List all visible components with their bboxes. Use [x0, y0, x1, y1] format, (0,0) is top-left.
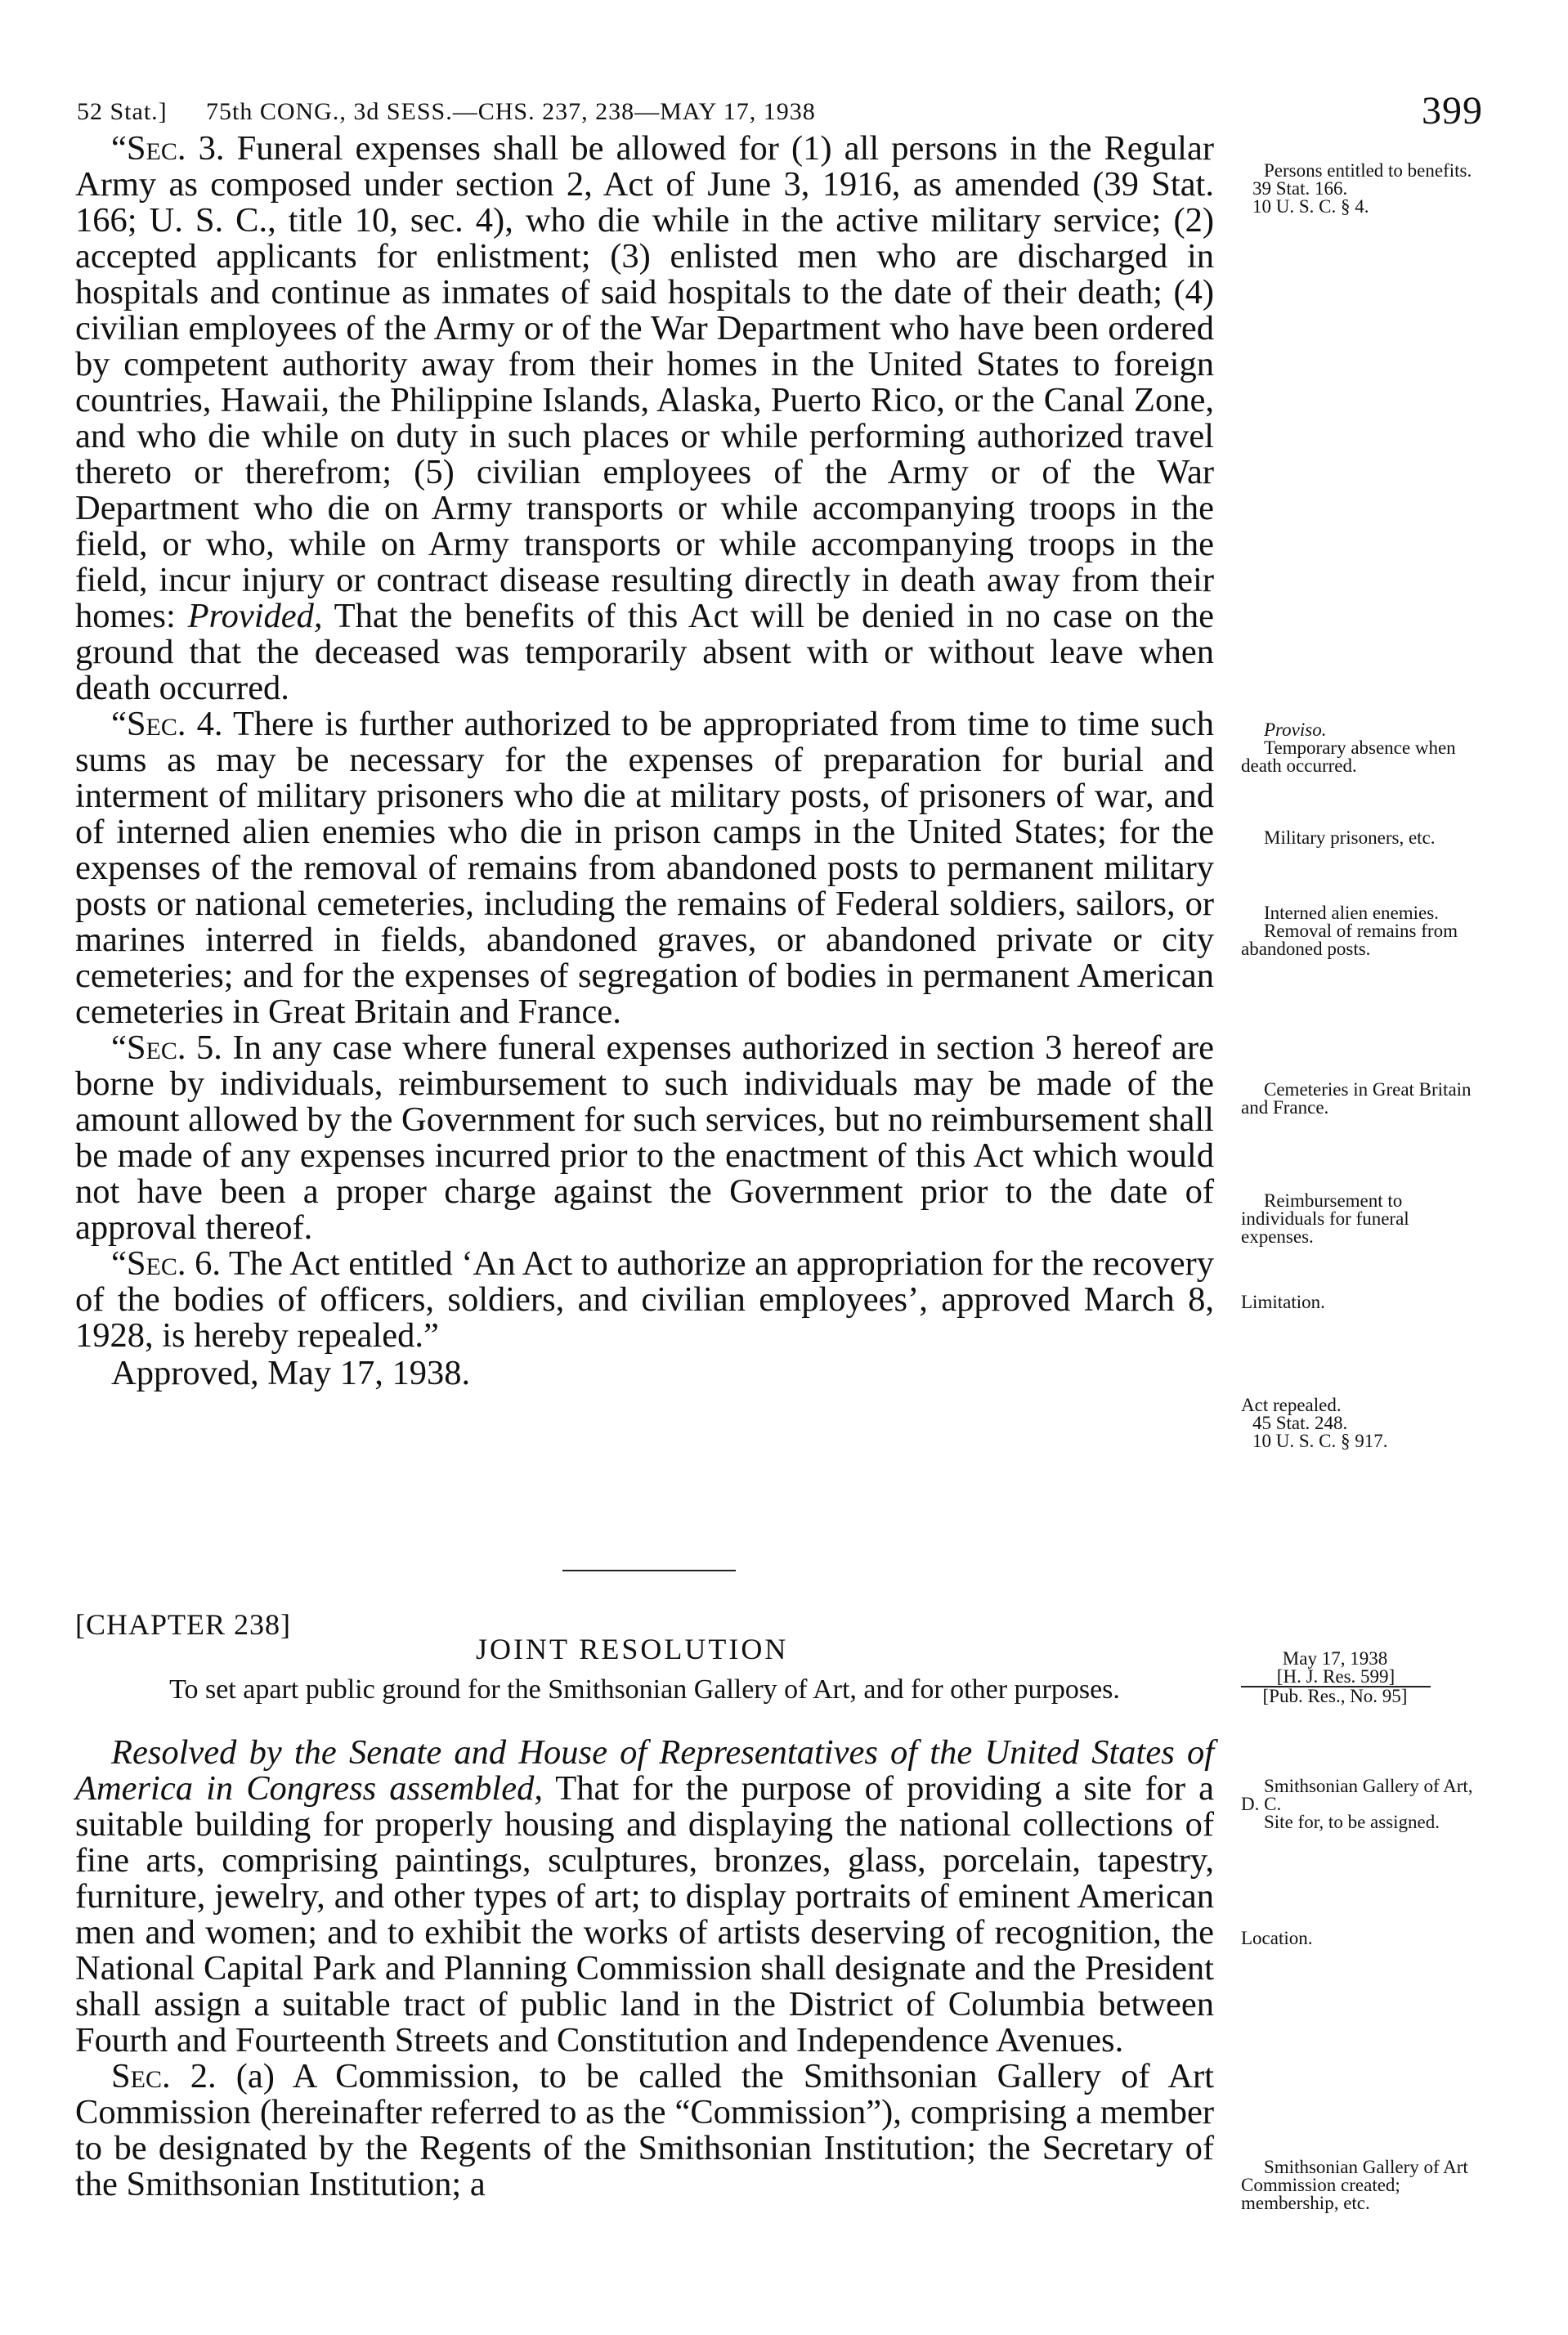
congress-session-line: 75th CONG., 3d SESS.—CHS. 237, 238—MAY 17, 1938	[206, 98, 816, 125]
margin-note-persons-entitled: Persons entitled to benefits. 39 Stat. 166. 10 U. S. C. § 4.	[1252, 160, 1472, 217]
margin-note-commission: Smithsonian Gallery of Art Commission created; membership, etc.	[1241, 2157, 1468, 2213]
margin-note-reimbursement: Reimbursement to individuals for funeral expenses.	[1241, 1190, 1409, 1247]
section-lead: “Sec. 3.	[111, 129, 225, 168]
proviso-word: Provided,	[187, 597, 323, 635]
statute-reference: 52 Stat.]	[77, 98, 168, 125]
section-text: Funeral expenses shall be allowed for (1) all persons in the Regular Army as composed under section 2, Act of June 3, 1916, as amended (39 Stat. 166; U. S. C., title 10, sec. 4), who die while in the active military service; (2) accepted applicants for enlistment; (3) enlisted men who are discharged in hospitals and continue as inmates of said hospitals to the date of their death; (4) civilian employees of the Army or of the War Department who have been ordered by competent authority away from their homes in the United States to foreign countries, Hawaii, the Philippine Islands, Alaska, Puerto Rico, or the Canal Zone, and who die while on duty in such places or while performing authorized travel thereto or therefrom; (5) civilian employees of the Army or of the War Department who die on Army transports or while accompanying troops in the field, or who, while on Army transports or while accompanying troops in the field, incur injury or contract disease resulting directly in death away from their homes:	[75, 129, 1214, 635]
resolution-text-column	[75, 1735, 1214, 2203]
approval-line: Approved, May 17, 1938.	[111, 1354, 471, 1392]
joint-resolution-purpose: To set apart public ground for the Smithsonian Gallery of Art, and for other purposes.	[169, 1674, 1120, 1705]
section-lead: “Sec. 4.	[111, 705, 223, 743]
section-lead: “Sec. 6.	[111, 1244, 221, 1283]
resolution-paragraph	[75, 1735, 1214, 2059]
margin-note-resolution-date: May 17, 1938 [H. J. Res. 599] [Pub. Res., No. 95]	[1241, 1650, 1429, 1705]
section-text: In any case where funeral expenses authorized in section 3 hereof are borne by individuals, reimbursement to such individuals may be made of the amount allowed by the Government for such services, but no reimbursement shall be made of any expenses incurred prior to the enactment of this Act which would not have been a proper charge against the Government prior to the date of approval thereof.	[75, 1029, 1214, 1247]
margin-note-location: Location.	[1241, 1928, 1313, 1948]
page-number: 399	[1422, 89, 1483, 132]
margin-note-interned-alien: Interned alien enemies. Removal of remains from abandoned posts.	[1241, 903, 1458, 959]
sec-2-paragraph	[75, 2059, 1214, 2203]
margin-note-site: Smithsonian Gallery of Art, D. C. Site for, to be assigned.	[1241, 1776, 1473, 1832]
section-4-paragraph	[75, 706, 1214, 1030]
margin-note-limitation: Limitation.	[1241, 1292, 1325, 1312]
section-text: (a) A Commission, to be called the Smithsonian Gallery of Art Commission (hereinafter referred to as the “Commission”), comprising a member to be designated by the Regents of the Smithsonian Institution; the Secretary of the Smithsonian Institution; a	[75, 2057, 1214, 2203]
section-text: The Act entitled ‘An Act to authorize an appropriation for the recovery of the bodies of officers, soldiers, and civilian employees’, approved March 8, 1928, is hereby repealed.”	[75, 1244, 1214, 1355]
section-text-tail: That the benefits of this Act will be denied in no case on the ground that the deceased was temporarily absent with or without leave when death occurred.	[75, 597, 1214, 707]
margin-note-military-prisoners: Military prisoners, etc.	[1264, 827, 1436, 848]
margin-note-proviso: Proviso. Temporary absence when death occurred.	[1241, 719, 1456, 776]
section-3-paragraph	[75, 131, 1214, 706]
chapter-heading: [CHAPTER 238]	[75, 1608, 291, 1641]
resolution-text: That for the purpose of providing a site for a suitable building for properly housing and displaying the national collections of fine arts, comprising paintings, sculptures, bronzes, glass, porcelain, tapestry, furniture, jewelry, and other types of art; to display portraits of eminent American men and women; and to exhibit the works of artists deserving of recognition, the National Capital Park and Planning Commission shall designate and the President shall assign a suitable tract of public land in the District of Columbia between Fourth and Fourteenth Streets and Constitution and Independence Avenues.	[75, 1769, 1214, 2059]
resolving-clause: Resolved by the Senate and House of Representatives of the United States of America in Congress assembled,	[75, 1733, 1214, 1808]
section-5-paragraph	[75, 1030, 1214, 1246]
section-lead: “Sec. 5.	[111, 1029, 222, 1067]
section-text: There is further authorized to be appropriated from time to time such sums as may be necessary for the expenses of preparation for burial and interment of military prisoners who die at military posts, of prisoners of war, and of interned alien enemies who die in prison camps in the United States; for the expenses of the removal of remains from abandoned posts to permanent military posts or national cemeteries, including the remains of Federal soldiers, sailors, or marines interred in fields, abandoned graves, or abandoned private or city cemeteries; and for the expenses of segregation of bodies in permanent American cemeteries in Great Britain and France.	[75, 705, 1214, 1031]
section-divider	[562, 1570, 736, 1571]
joint-resolution-title: JOINT RESOLUTION	[476, 1633, 789, 1665]
margin-note-act-repealed: Act repealed. 45 Stat. 248. 10 U. S. C. § 917.	[1241, 1395, 1388, 1451]
margin-note-cemeteries: Cemeteries in Great Britain and France.	[1241, 1079, 1472, 1118]
main-text-column	[75, 131, 1214, 1392]
section-lead: Sec. 2.	[111, 2057, 217, 2095]
section-6-paragraph	[75, 1246, 1214, 1354]
